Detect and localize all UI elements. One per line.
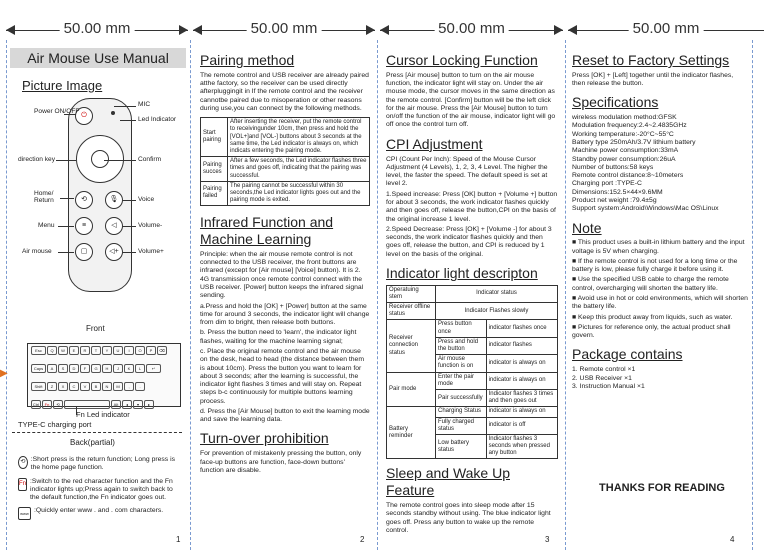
table-header-row	[387, 285, 558, 302]
note-item	[572, 276, 748, 293]
spec-list	[572, 114, 748, 213]
fold-line	[565, 40, 566, 550]
note-item	[572, 324, 748, 341]
dimension-bar-3	[380, 22, 563, 38]
leader-line	[58, 226, 74, 227]
reset-heading: Reset to Factory Settings	[572, 52, 730, 68]
table-cell: Air mouse function is on	[436, 355, 487, 372]
keyboard-back-image: Esc Q W E R T Y U I O P ⌫ Caps A S D F G H J K L ↵ Shift Z X C V B N M , . Ctrl Fn ⟲ Alt ◂ ▾ ▸	[27, 343, 181, 407]
table-cell: indicator flashes once	[486, 320, 557, 337]
page-number: 2	[360, 535, 365, 544]
dimension-bar-1	[6, 22, 188, 38]
fold-line	[6, 40, 7, 550]
sleep-heading: Sleep and Wake Up Feature	[386, 465, 510, 499]
package-item: 1. Remote control ×1	[572, 366, 636, 374]
voice-icon: 🎙	[105, 191, 123, 209]
menu-icon: ≡	[75, 217, 93, 235]
back-label: Back(partial)	[70, 438, 115, 447]
note-heading: Note	[572, 219, 602, 236]
fn-icon: Fn	[18, 478, 27, 491]
remote-front-image	[68, 98, 132, 292]
table-cell: After inserting the receiver, put the remote control to receivingunder 10cm, then press and hold the [VOL+]and [VOL-] buttons about 3 seconds at the same time, the Led indicator is always on, which indicats entering the pairing mode.	[228, 118, 370, 157]
indicator-heading: Indicator light descripton	[386, 264, 538, 281]
package-heading: Package contains	[572, 346, 683, 363]
infrared-text: Principle: when the air mouse remote control is not connected to the USB receiver, the front buttons are infrared (except for [Air mouse] [Voice] button). It is 2. 4G transmission once remote control connect with the USB receiver. [Power] button keeps the infrared signal sending.	[200, 250, 364, 300]
volume-plus-label: Volume+	[138, 248, 164, 255]
note-text: Pictures for reference only, the actual product shall govern.	[572, 323, 731, 340]
spec-item: Product net weight :79.4±5g	[572, 196, 657, 204]
reset-text: Press [OK] + [Left] together until the indicator flashes, then release the button.	[572, 71, 734, 88]
leader-line	[60, 198, 74, 199]
legend-item	[18, 456, 184, 475]
table-cell: Start pairing	[201, 118, 228, 157]
spec-item: Support system:Android\Windows\Mac OS\Linux	[572, 205, 719, 213]
dimension-label: 50.00 mm	[247, 20, 322, 37]
volume-minus-label: Volume-	[138, 222, 163, 229]
picture-heading: Picture Image	[22, 78, 103, 93]
leader-line	[58, 252, 74, 253]
table-row	[201, 118, 370, 157]
home-label: Home/ Return	[34, 190, 54, 204]
leader-line	[122, 226, 136, 227]
confirm-label: Confirm	[138, 156, 162, 163]
table-cell: indicator is always on	[486, 355, 557, 372]
table-cell: Indicator flashes 3 times and then goes out	[486, 389, 557, 406]
table-row	[201, 181, 370, 206]
dimension-bar-2	[193, 22, 375, 38]
table-cell: indicator is always on	[486, 372, 557, 389]
leader-line	[120, 120, 136, 121]
pairing-text: The remote control and USB receiver are already paired atthe factory, so the receiver can be used directly afterpluggingit in If the remote control and the receiver cannotbe paired due to misoperation or other reasons during use,you can connect by the following methods.	[200, 71, 369, 112]
legend-text: :Quickly enter www . and . com characters.	[34, 507, 164, 515]
spec-item: Modulation frequency:2.4~2.4835GHz	[572, 122, 687, 130]
table-header: Indicator status	[436, 285, 558, 302]
front-label: Front	[86, 324, 105, 333]
note-item	[572, 314, 748, 322]
table-cell: Battery reminder	[387, 407, 436, 459]
table-cell: Charging Status	[436, 407, 487, 417]
legend-list	[18, 456, 184, 520]
pairing-table	[200, 117, 370, 206]
dimension-label: 50.00 mm	[629, 20, 704, 37]
legend-text: :Short press is the return function; Long press is the home page function.	[30, 456, 176, 472]
table-cell: Receiver offline status	[387, 303, 436, 320]
cursor-text: Press [Air mouse] button to turn on the air mouse function, the indicator light will stay on. Under the air mouse mode, the cursor moves in the same direction as the remote control. [Confirm] button will be the left click for the air mouse. Press the [Air Mouse] button to turn on/off the function of the air mouse, indicator light will go off once the control turn off.	[386, 71, 556, 129]
bullet-icon: ■	[572, 257, 578, 265]
infrared-step-d: d. Press the [Air Mouse] button to exit the learning mode and save the learning data.	[200, 407, 370, 424]
note-item	[572, 258, 748, 275]
leader-line	[56, 160, 76, 161]
orange-arrow-icon: ▶	[0, 368, 8, 379]
fold-line	[377, 40, 378, 550]
manual-title: Air Mouse Use Manual	[10, 48, 186, 68]
pairing-heading: Pairing method	[200, 52, 295, 68]
table-header: Operatuing stem	[387, 285, 436, 302]
table-cell: Indicator Flashes slowly	[436, 303, 558, 320]
bullet-icon: ■	[572, 323, 578, 331]
infrared-heading: Infrared Function and Machine Learning	[200, 214, 334, 248]
bullet-icon: ■	[572, 276, 578, 284]
airmouse-label: Air mouse	[22, 248, 52, 255]
table-cell: indicator flashes	[486, 337, 557, 354]
note-text: If the remote control is not used for a long time or the battery is low, please fully charge it before using it.	[572, 257, 738, 274]
table-cell: The pairing cannot be successful within 30 seconds,the Led indicator lights goes out and the pairing mode is exited.	[228, 181, 370, 206]
table-cell: Pairing failed	[201, 181, 228, 206]
spec-item: Number of buttons:58 keys	[572, 163, 654, 171]
led-label: Led Indicator	[138, 116, 177, 123]
note-item	[572, 295, 748, 312]
bullet-icon: ■	[572, 239, 578, 247]
divider	[12, 432, 182, 433]
table-cell: Low battery status	[436, 434, 487, 459]
package-item: 3. Instruction Manual ×1	[572, 382, 645, 390]
table-row	[201, 157, 370, 182]
direction-pad	[76, 135, 124, 183]
table-cell: Pair successfully	[436, 389, 487, 406]
www-icon: www	[18, 507, 31, 520]
spec-item: Battery type 250mAh/3.7V lithium battery	[572, 139, 696, 146]
note-text: Avoid use in hot or cold environments, which will shorten the battery life.	[572, 295, 748, 311]
mic-label: MIC	[138, 101, 151, 108]
note-text: Use the specified USB cable to charge the remote control, overcharging will shorten the battery life.	[572, 276, 729, 292]
table-cell: Press button once	[436, 320, 487, 337]
table-row	[387, 372, 558, 389]
infrared-step-a: a.Press and hold the [OK] + [Power] button at the same time for around 3 seconds, the indicator light will change from dim to bright, then release both buttons.	[200, 302, 370, 327]
leader-line	[104, 160, 136, 161]
cpi-text: CPI (Count Per Inch): Speed of the Mouse Cursor Adjustment (4 Levels), 1, 2, 3, 4 Level. The higher the level, the faster the speed. The default speed is set at level 2.	[386, 155, 548, 188]
fold-line	[752, 40, 753, 550]
note-text: This product uses a built-in lithium battery and the input voltage is 5V when charging.	[572, 239, 745, 255]
spec-item: wireless modulation method:GFSK	[572, 114, 677, 122]
table-cell: indicator is always on	[486, 407, 557, 417]
air-mouse-icon: ▢	[75, 243, 93, 261]
legend-item	[18, 478, 184, 505]
table-cell: Fully charged status	[436, 417, 487, 434]
fn-led-label: Fn Led indicator	[76, 410, 130, 419]
bullet-icon: ■	[572, 295, 578, 303]
leader-line	[122, 252, 136, 253]
turnover-heading: Turn-over prohibition	[200, 430, 329, 447]
direction-label: direction key	[18, 156, 56, 163]
page-4	[572, 52, 748, 542]
specs-heading: Specifications	[572, 94, 659, 111]
cpi-increase: 1.Speed increase: Press [OK] button + [Volume +] button for about 3 seconds, the work indicator flashes quickly and then goes off, release the button,CPI on the basis of the original increase 1 level.	[386, 190, 558, 223]
mic-icon	[111, 111, 115, 115]
table-cell: indicator is off	[486, 417, 557, 434]
menu-label: Menu	[38, 222, 55, 229]
infrared-step-b: b. Press the button need to 'learn', the indicator light flashes, waiting for the machine learning signal;	[200, 329, 357, 345]
voice-label: Voice	[138, 196, 155, 203]
bullet-icon: ■	[572, 313, 578, 321]
table-row	[387, 320, 558, 337]
table-row	[387, 303, 558, 320]
spec-item: Dimensions:152.5×44×9.6MM	[572, 188, 663, 196]
page-number: 3	[545, 535, 550, 544]
leader-line	[114, 106, 136, 107]
note-text: Keep this product away from liquids, such as water.	[578, 313, 733, 321]
page-2	[200, 52, 370, 542]
typec-label: TYPE-C charging port	[18, 420, 92, 429]
leader-line	[64, 114, 76, 115]
leader-line	[122, 200, 136, 201]
table-cell: Enter the pair mode	[436, 372, 487, 389]
table-cell: Press and hold the button	[436, 337, 487, 354]
dimension-label: 50.00 mm	[60, 20, 135, 37]
return-icon: ⟲	[18, 456, 28, 469]
confirm-button	[91, 150, 109, 168]
turnover-text: For prevention of mistakenly pressing the button, only face-up buttons are function, face-down buttons' function are disable.	[200, 450, 362, 474]
volume-plus-icon: ◁+	[105, 243, 123, 261]
spec-item: Machine power consumption:33mA	[572, 147, 679, 155]
volume-minus-icon: ◁	[105, 217, 123, 235]
legend-item	[18, 507, 184, 520]
dimension-label: 50.00 mm	[434, 20, 509, 37]
dimension-bar-4	[568, 22, 764, 38]
page-3	[386, 52, 558, 542]
indicator-table	[386, 285, 558, 460]
table-cell: Indicator flashes 3 seconds when pressed any button	[486, 434, 557, 459]
cpi-decrease: 2.Speed Decrease: Press [OK] + [Volume -] for about 3 seconds, the work indicator flashes quickly and then goes off, release the button, and CPI is reduced by 1 level on the basis of the original.	[386, 225, 552, 258]
sleep-text: The remote control goes into sleep mode after 15 seconds standby without using. The blue indicator light goes off. Press any button to wake up the remote control.	[386, 502, 551, 534]
page-number: 4	[730, 535, 735, 544]
power-label: Power ON/OFF	[34, 108, 80, 115]
fold-line	[190, 40, 191, 550]
infrared-step-c: c. Place the original remote control and the air mouse on the desk, head to head (the distance between them is about 10cm). Press the button you want to learn for about 3 seconds; after the learning is successful, the indicator light flashes 3 times and will stay on. Repeat steps b-c continuously for multiple buttons learning process.	[200, 347, 364, 405]
spec-item: Charging port :TYPE-C	[572, 180, 642, 188]
table-cell: After a few seconds, the Led indicator flashes three times and goes off, indicating that the pairing was successful.	[228, 157, 370, 182]
thanks-text: THANKS FOR READING	[599, 482, 725, 494]
table-cell: Pairing succes	[201, 157, 228, 182]
table-row	[387, 407, 558, 417]
legend-text: :Switch to the red character function and the Fn indicator lights up;Press again to switch back to the default function,the Fn indicator goes out.	[30, 477, 173, 502]
package-item: 2. USB Receiver ×1	[572, 374, 632, 382]
cursor-heading: Cursor Locking Function	[386, 52, 538, 68]
page-number: 1	[176, 535, 181, 544]
home-return-icon: ⟲	[75, 191, 93, 209]
table-cell: Receiver connection status	[387, 320, 436, 372]
table-cell: Pair mode	[387, 372, 436, 407]
cpi-heading: CPI Adjustment	[386, 135, 483, 152]
spec-item: Remote control distance:8~10meters	[572, 172, 684, 180]
note-list	[572, 239, 748, 340]
power-icon: ⏻	[75, 107, 93, 125]
note-item	[572, 239, 748, 256]
spec-item: Standby power consumption:26uA	[572, 155, 676, 163]
spec-item: Working temperature:-20°C~55°C	[572, 130, 674, 138]
